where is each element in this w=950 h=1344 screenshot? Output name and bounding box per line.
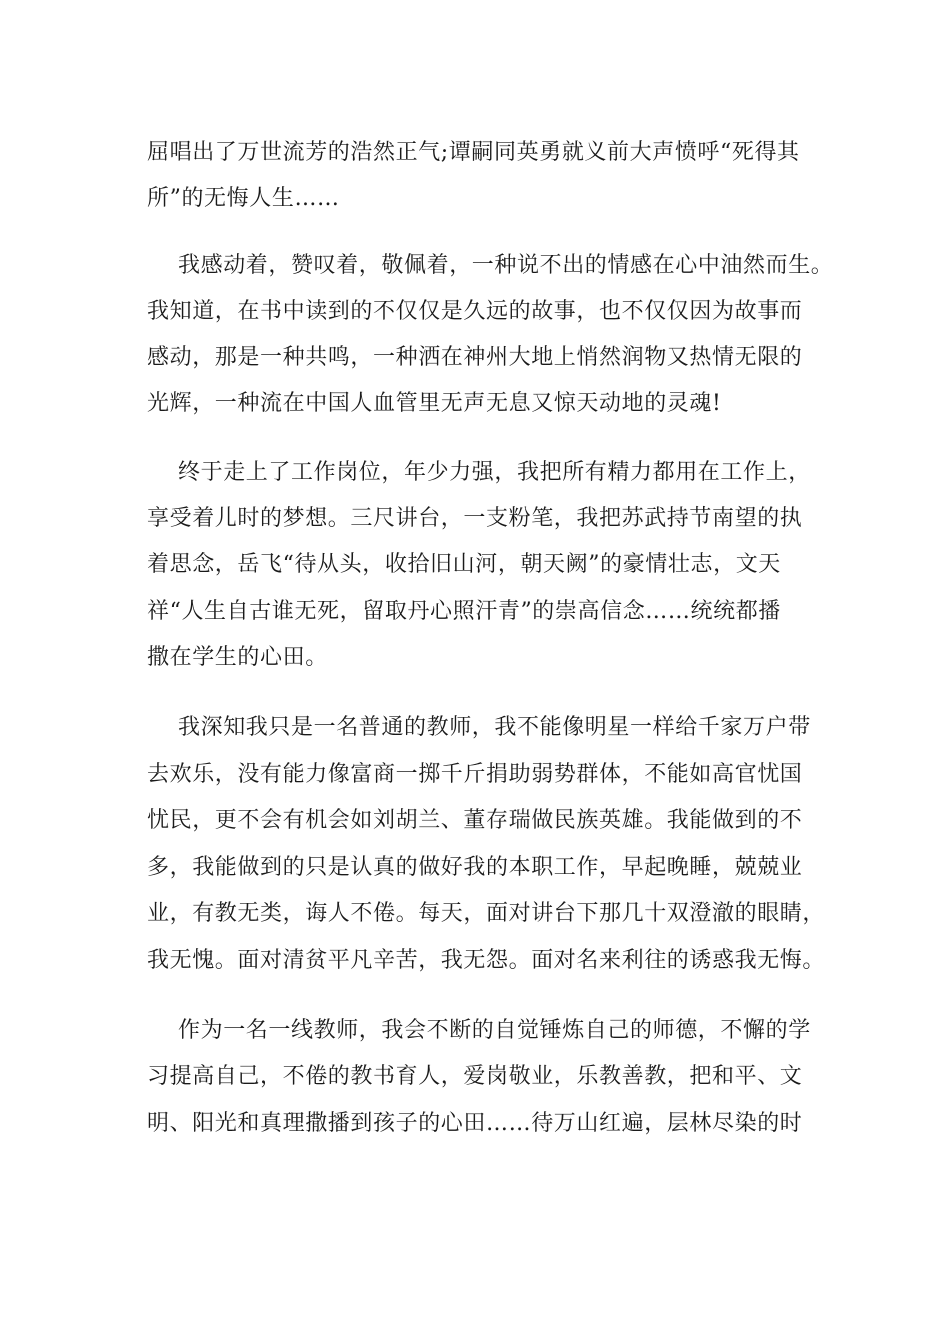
paragraph-first-line: 作为一名一线教师，我会不断的自觉锤炼自己的师德，不懈的学 xyxy=(178,1018,811,1043)
text-line: 我知道，在书中读到的不仅仅是久远的故事，也不仅仅因为故事而 xyxy=(147,299,803,324)
text-line: 享受着儿时的梦想。三尺讲台，一支粉笔，我把苏武持节南望的执 xyxy=(147,506,803,531)
text-line: 祥“人生自古谁无死，留取丹心照汗青”的崇高信念……统统都播 xyxy=(147,599,781,624)
text-line: 明、阳光和真理撒播到孩子的心田……待万山红遍，层林尽染的时 xyxy=(147,1111,803,1136)
paragraph-first-line: 我感动着，赞叹着，敬佩着，一种说不出的情感在心中油然而生。 xyxy=(178,253,834,278)
paragraph-first-line: 终于走上了工作岗位，年少力强，我把所有精力都用在工作上， xyxy=(178,460,811,485)
text-line: 屈唱出了万世流芳的浩然正气;谭嗣同英勇就义前大声愤呼“死得其 xyxy=(147,140,800,165)
text-line: 忧民，更不会有机会如刘胡兰、董存瑞做民族英雄。我能做到的不 xyxy=(147,808,803,833)
text-line: 着思念，岳飞“待从头，收拾旧山河，朝天阙”的豪情壮志，文天 xyxy=(147,552,781,577)
text-line: 习提高自己，不倦的教书育人，爱岗敬业，乐教善教，把和平、文 xyxy=(147,1064,803,1089)
text-line: 去欢乐，没有能力像富商一掷千斤捐助弱势群体，不能如高官忧国 xyxy=(147,762,803,787)
text-line: 感动，那是一种共鸣，一种洒在神州大地上悄然润物又热情无限的 xyxy=(147,345,803,370)
text-line: 我无愧。面对清贫平凡辛苦，我无怨。面对名来利往的诱惑我无悔。 xyxy=(147,948,826,973)
text-line: 业，有教无类，诲人不倦。每天，面对讲台下那几十双澄澈的眼睛， xyxy=(147,901,826,926)
text-line: 光辉，一种流在中国人血管里无声无息又惊天动地的灵魂! xyxy=(147,391,722,416)
text-line: 所”的无悔人生…… xyxy=(147,186,340,211)
paragraph-first-line: 我深知我只是一名普通的教师，我不能像明星一样给千家万户带 xyxy=(178,715,811,740)
text-line: 多，我能做到的只是认真的做好我的本职工作，早起晚睡，兢兢业 xyxy=(147,855,803,880)
text-line: 撒在学生的心田。 xyxy=(147,645,328,670)
